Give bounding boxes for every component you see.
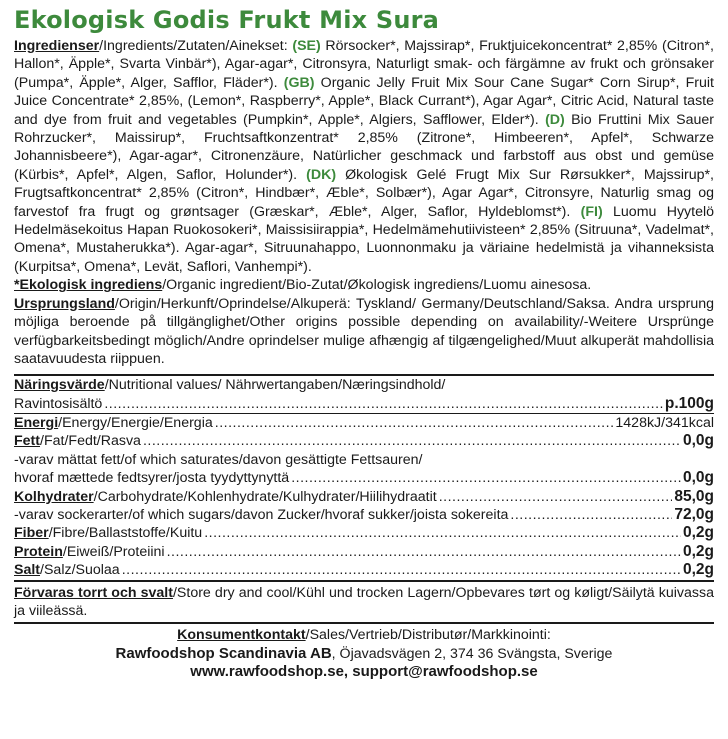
origin-text: /Origin/Herkunft/Oprindelse/Alkuperä: Tyskland/ Germany/Deutschland/Saksa. Andra ursprung möjliga beroende på tillgänglighet/Other origins possible depending on availability/-Weitere Ursprünge verfügbarkeitsbedingt möglich/Andre oprindelser mulige afhængig af tilgængelighed/Muut alkuperät mahdollisia saatavuudesta riippuen. [14, 295, 714, 367]
nutrition-row [14, 561, 714, 579]
contact-heading-translations: /Sales/Vertrieb/Distributør/Markkinointi: [305, 627, 551, 644]
contact-heading-line [14, 626, 714, 644]
nutrient-translations: /Fibre/Ballaststoffe/Kuitu [48, 525, 203, 542]
ingredients-heading: Ingredienser [14, 38, 100, 54]
ingredients-gb: Organic Jelly Fruit Mix Sour Cane Sugar* Corn Sirup*, Fruit Juice Concentrate* 2,85%, (Lemon*, Raspberry*, Apple*, Black Currant*), Agar Agar*, Citric Acid, Natural taste and dye from fruit and vegetables (Pumpkin*, Apple*, Algiers, Safflower, Elder*). [14, 74, 714, 128]
nutrition-label [14, 451, 423, 469]
lang-tag-gb: (GB) [283, 74, 315, 91]
leader-dots [439, 488, 673, 506]
organic-note [14, 276, 714, 294]
leader-dots [167, 543, 681, 561]
nutrient-value: 0,0g [682, 432, 714, 450]
leader-dots [510, 506, 672, 524]
nutrient-value: 0,2g [682, 542, 714, 560]
nutrient-value: 0,2g [682, 524, 714, 542]
nutrition-label [14, 506, 508, 524]
nutrient-translations: /Fat/Fedt/Rasva [40, 433, 141, 450]
organic-heading: *Ekologisk ingrediens [14, 277, 163, 294]
nutrition-label [14, 543, 165, 561]
ingredients-heading-translations: /Ingredients/Zutaten/Ainekset: [99, 38, 288, 54]
nutrition-label [14, 561, 120, 579]
nutrition-per-row [14, 395, 714, 413]
nutrition-label [14, 432, 141, 450]
nutrient-name: Fiber [14, 525, 49, 542]
nutrition-heading: Näringsvärde [14, 377, 105, 394]
contact-heading: Konsumentkontakt [177, 627, 306, 644]
origin-block [14, 295, 714, 369]
nutrition-row [14, 414, 714, 432]
lang-tag-fi: (FI) [580, 203, 603, 220]
ingredients-fi: Luomu Hyytelö Hedelmäsekoitus Hapan Ruokosokeri*, Maissisiirappia*, Hedelmämehutiivisteen* 2,85% (Sitruuna*, Vadelmat*, Omena*, Mustaherukka*). Agar-agar*, Sitruunahappo, Luonnonmaku ja väriaine hedelmistä ja vihanneksista (Kurpitsa*, Omena*, Levät, Saflori, Vanhempi*). [14, 203, 715, 275]
nutrition-row [14, 506, 714, 524]
nutrient-name: Salt [14, 562, 41, 579]
nutrition-heading-line2: Ravintosisältö [14, 395, 103, 412]
nutrition-label [14, 488, 437, 506]
company-name: Rawfoodshop Scandinavia AB [115, 644, 332, 662]
nutrition-label [14, 524, 202, 542]
nutrition-heading-row [14, 376, 714, 394]
nutrition-row [14, 488, 714, 506]
leader-dots [291, 469, 681, 487]
nutrition-label [14, 414, 213, 432]
lang-tag-dk: (DK) [306, 166, 337, 183]
nutrition-row [14, 543, 714, 561]
nutrient-name: Kolhydrater [14, 488, 94, 505]
nutrition-row [14, 469, 714, 487]
nutrition-table [14, 376, 714, 579]
ingredients-d: Bio Fruttini Mix Sauer Rohrzucker*, Maissirup*, Fruchtsaftkonzentrat* 2,85% (Zitrone*, Himbeeren*, Apfel*, Schwarze Johannisbeere*), Agar-agar*, Citronenzäure, Natürlicher geschmack und farbstoff aus obst und gemüse (Kürbis*, Apfel*, Algen, Saflor, Holunder*). [14, 111, 714, 183]
company-address: , Öjavadsvägen 2, 374 36 Svängsta, Sverige [331, 645, 613, 662]
lang-tag-d: (D) [545, 111, 565, 128]
nutrient-value: 72,0g [674, 506, 714, 524]
nutrient-translations: /Carbohydrate/Kohlenhydrate/Kulhydrater/Hiilihydraatit [93, 488, 437, 505]
organic-translations: /Organic ingredient/Bio-Zutat/Økologisk ingrediens/Luomu ainesosa. [162, 277, 592, 294]
nutrient-translations: /Energy/Energie/Energia [58, 415, 213, 432]
nutrition-rows [14, 414, 714, 580]
nutrient-value: 85,0g [674, 487, 714, 505]
product-title: Ekologisk Godis Frukt Mix Sura [14, 6, 440, 34]
contact-company-line [14, 645, 714, 663]
nutrient-translations: hvoraf mættede fedtsyrer/josta tyydyttynyttä [14, 470, 290, 487]
nutrition-row [14, 524, 714, 542]
nutrient-value: 1428kJ/341kcal [615, 415, 714, 432]
storage-block [14, 584, 714, 621]
nutrition-row [14, 432, 714, 450]
leader-dots [143, 432, 681, 450]
nutrient-translations: -varav sockerarter/of which sugars/davon Zucker/hvoraf sukker/joista sokereita [14, 507, 509, 524]
leader-dots [104, 395, 663, 413]
ingredients-dk: Økologisk Gelé Frugt Mix Sur Rørsukker*, Majssirup*, Frugtsaftkoncentrat* 2,85% (Citron*, Hindbær*, Æble*, Solbær*), Agar Agar*, Citronsyre, Naturlig smag og farvestof fra frugt og grøntsager (Græskar*, Æble*, Alger, Saflor, Hyldeblomst*). [14, 166, 714, 220]
nutrient-value: 0,0g [682, 469, 714, 487]
ingredients-se: Rörsocker*, Majssirap*, Fruktjuicekoncentrat* 2,85% (Citron*, Hallon*, Äpple*, Svarta Vinbär*), Agar-agar*, Citronsyra, Naturligt smak- och färgämne av frukt och grönsaker (Pumpa*, Äpple*, Alger, Safflor, Fläder*). [14, 38, 714, 91]
storage-heading: Förvaras torrt och svalt [14, 584, 173, 601]
contact-block [14, 626, 714, 681]
nutrient-translations: /Salz/Suolaa [40, 562, 120, 579]
leader-dots [122, 561, 681, 579]
nutrient-translations: /Eiweiß/Proteiini [62, 543, 165, 560]
contact-web: www.rawfoodshop.se, support@rawfoodshop.se [190, 663, 538, 681]
nutrient-translations: -varav mättat fett/of which saturates/davon gesättigte Fettsauren/ [14, 451, 423, 468]
divider [14, 622, 714, 624]
ingredients-block [14, 37, 714, 276]
divider [14, 580, 714, 582]
nutrition-heading-translations: /Nutritional values/ Nährwertangaben/Næringsindhold/ [104, 377, 446, 394]
nutrition-row [14, 451, 714, 469]
leader-dots [215, 414, 614, 432]
nutrition-per-100g: p.100g [664, 394, 714, 412]
origin-heading: Ursprungsland [14, 295, 115, 312]
nutrition-label [14, 469, 289, 487]
nutrient-name: Energi [14, 415, 59, 432]
storage-text: /Store dry and cool/Kühl und trocken Lagern/Opbevares tørt og køligt/Säilytä kuivassa ja viileässä. [14, 584, 714, 620]
lang-tag-se: (SE) [292, 38, 321, 54]
leader-dots [204, 524, 681, 542]
nutrient-value: 0,2g [682, 561, 714, 579]
nutrient-name: Protein [14, 543, 63, 560]
nutrient-name: Fett [14, 433, 41, 450]
